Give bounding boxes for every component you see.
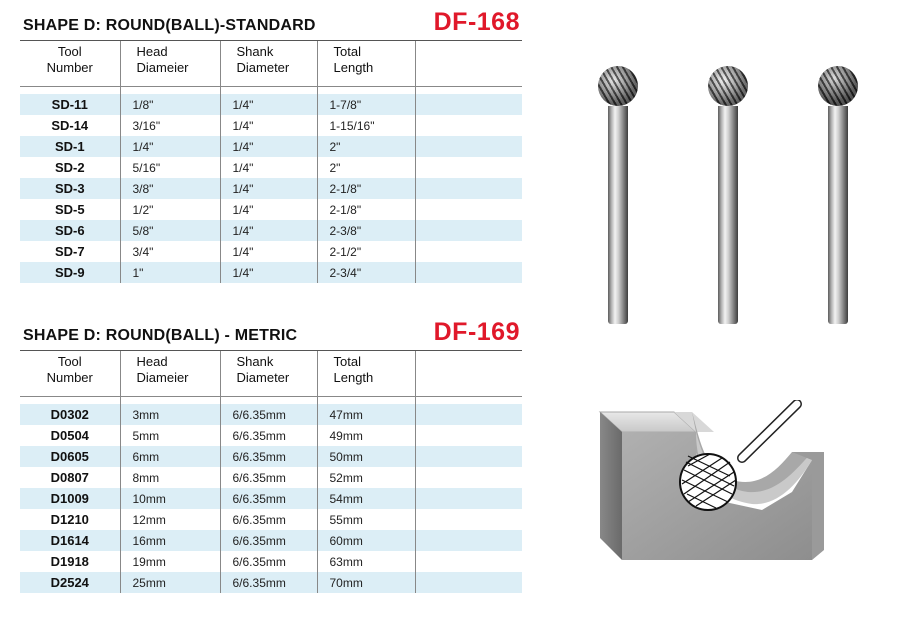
tool-number-cell: SD-1	[20, 136, 120, 157]
tool-number-cell: SD-2	[20, 157, 120, 178]
ball-burr-icon	[708, 66, 748, 328]
tool-number-cell: SD-14	[20, 115, 120, 136]
table-row	[20, 157, 522, 178]
column-header-tool-number: Tool Number	[20, 41, 120, 87]
shank-diameter-cell: 1/4"	[220, 157, 317, 178]
standard-title: SHAPE D: ROUND(BALL)-STANDARD	[23, 17, 316, 34]
table-row	[20, 241, 522, 262]
blank-cell	[415, 509, 522, 530]
blank-cell	[415, 94, 522, 115]
metric-code: DF-169	[433, 318, 520, 346]
standard-header	[20, 10, 522, 41]
total-length-cell: 47mm	[317, 404, 415, 425]
head-diameter-cell: 16mm	[120, 530, 220, 551]
tool-number-cell: SD-7	[20, 241, 120, 262]
head-diameter-cell: 1/4"	[120, 136, 220, 157]
tool-number-cell: D0504	[20, 425, 120, 446]
head-diameter-cell: 3/8"	[120, 178, 220, 199]
column-header-shank-diameter: Shank Diameter	[220, 351, 317, 397]
column-header-head-diameter: Head Diameier	[120, 41, 220, 87]
ball-burr-icon	[598, 66, 638, 328]
column-header-shank-diameter: Shank Diameter	[220, 41, 317, 87]
blank-cell	[415, 157, 522, 178]
standard-section	[20, 10, 522, 283]
tool-number-cell: SD-11	[20, 94, 120, 115]
shank-diameter-cell: 1/4"	[220, 178, 317, 199]
shank-diameter-cell: 6/6.35mm	[220, 467, 317, 488]
tool-number-cell: D1009	[20, 488, 120, 509]
tool-number-cell: D0302	[20, 404, 120, 425]
blank-cell	[415, 115, 522, 136]
tool-number-cell: SD-5	[20, 199, 120, 220]
shank-diameter-cell: 1/4"	[220, 94, 317, 115]
standard-header-row	[20, 41, 522, 87]
metric-header	[20, 320, 522, 351]
head-diameter-cell: 5mm	[120, 425, 220, 446]
total-length-cell: 50mm	[317, 446, 415, 467]
blank-cell	[415, 220, 522, 241]
ball-burr-icon	[818, 66, 858, 328]
shank-diameter-cell: 1/4"	[220, 136, 317, 157]
head-diameter-cell: 1/8"	[120, 94, 220, 115]
head-diameter-cell: 3mm	[120, 404, 220, 425]
total-length-cell: 54mm	[317, 488, 415, 509]
table-row	[20, 551, 522, 572]
total-length-cell: 55mm	[317, 509, 415, 530]
blank-cell	[415, 467, 522, 488]
blank-cell	[415, 425, 522, 446]
blank-cell	[415, 136, 522, 157]
total-length-cell: 2-1/8"	[317, 199, 415, 220]
table-row	[20, 220, 522, 241]
shank-diameter-cell: 6/6.35mm	[220, 530, 317, 551]
shank-diameter-cell: 1/4"	[220, 115, 317, 136]
tool-number-cell: D1614	[20, 530, 120, 551]
table-row	[20, 262, 522, 283]
total-length-cell: 2-3/8"	[317, 220, 415, 241]
tool-number-cell: D2524	[20, 572, 120, 593]
column-header-total-length: Total Length	[317, 351, 415, 397]
tool-number-cell: SD-6	[20, 220, 120, 241]
total-length-cell: 1-15/16"	[317, 115, 415, 136]
shank-diameter-cell: 6/6.35mm	[220, 425, 317, 446]
head-diameter-cell: 5/8"	[120, 220, 220, 241]
shank-diameter-cell: 1/4"	[220, 262, 317, 283]
table-row	[20, 425, 522, 446]
total-length-cell: 2-3/4"	[317, 262, 415, 283]
total-length-cell: 52mm	[317, 467, 415, 488]
blank-cell	[415, 488, 522, 509]
metric-table	[20, 351, 522, 593]
table-row	[20, 530, 522, 551]
metric-section	[20, 320, 522, 593]
head-diameter-cell: 12mm	[120, 509, 220, 530]
column-header-blank	[415, 41, 522, 87]
column-header-tool-number: Tool Number	[20, 351, 120, 397]
shank-diameter-cell: 6/6.35mm	[220, 488, 317, 509]
tool-number-cell: D0605	[20, 446, 120, 467]
table-row	[20, 115, 522, 136]
table-row	[20, 572, 522, 593]
table-row	[20, 199, 522, 220]
table-row	[20, 467, 522, 488]
total-length-cell: 63mm	[317, 551, 415, 572]
total-length-cell: 1-7/8"	[317, 94, 415, 115]
head-diameter-cell: 5/16"	[120, 157, 220, 178]
shank-diameter-cell: 6/6.35mm	[220, 404, 317, 425]
ball-burr-in-workpiece-diagram	[592, 400, 832, 580]
blank-cell	[415, 404, 522, 425]
blank-cell	[415, 572, 522, 593]
table-row	[20, 488, 522, 509]
metric-title: SHAPE D: ROUND(BALL) - METRIC	[23, 327, 298, 344]
table-row	[20, 94, 522, 115]
total-length-cell: 2-1/8"	[317, 178, 415, 199]
shank-diameter-cell: 6/6.35mm	[220, 572, 317, 593]
head-diameter-cell: 25mm	[120, 572, 220, 593]
table-row	[20, 404, 522, 425]
tool-number-cell: SD-9	[20, 262, 120, 283]
shank-diameter-cell: 6/6.35mm	[220, 509, 317, 530]
shank-diameter-cell: 6/6.35mm	[220, 446, 317, 467]
head-diameter-cell: 3/16"	[120, 115, 220, 136]
blank-cell	[415, 446, 522, 467]
table-row	[20, 509, 522, 530]
standard-code: DF-168	[433, 8, 520, 36]
tool-number-cell: SD-3	[20, 178, 120, 199]
column-header-blank	[415, 351, 522, 397]
standard-table	[20, 41, 522, 283]
shank-diameter-cell: 1/4"	[220, 199, 317, 220]
head-diameter-cell: 19mm	[120, 551, 220, 572]
head-diameter-cell: 1/2"	[120, 199, 220, 220]
head-diameter-cell: 1"	[120, 262, 220, 283]
total-length-cell: 2"	[317, 157, 415, 178]
shank-diameter-cell: 1/4"	[220, 220, 317, 241]
blank-cell	[415, 241, 522, 262]
table-row	[20, 136, 522, 157]
head-diameter-cell: 3/4"	[120, 241, 220, 262]
table-row	[20, 446, 522, 467]
column-header-head-diameter: Head Diameier	[120, 351, 220, 397]
head-diameter-cell: 6mm	[120, 446, 220, 467]
blank-cell	[415, 551, 522, 572]
total-length-cell: 2"	[317, 136, 415, 157]
head-diameter-cell: 10mm	[120, 488, 220, 509]
shank-diameter-cell: 1/4"	[220, 241, 317, 262]
total-length-cell: 49mm	[317, 425, 415, 446]
shank-diameter-cell: 6/6.35mm	[220, 551, 317, 572]
blank-cell	[415, 178, 522, 199]
column-header-total-length: Total Length	[317, 41, 415, 87]
metric-header-row	[20, 351, 522, 397]
table-row	[20, 178, 522, 199]
tool-number-cell: D0807	[20, 467, 120, 488]
tool-number-cell: D1918	[20, 551, 120, 572]
total-length-cell: 70mm	[317, 572, 415, 593]
total-length-cell: 60mm	[317, 530, 415, 551]
blank-cell	[415, 262, 522, 283]
total-length-cell: 2-1/2"	[317, 241, 415, 262]
tool-number-cell: D1210	[20, 509, 120, 530]
head-diameter-cell: 8mm	[120, 467, 220, 488]
blank-cell	[415, 530, 522, 551]
blank-cell	[415, 199, 522, 220]
